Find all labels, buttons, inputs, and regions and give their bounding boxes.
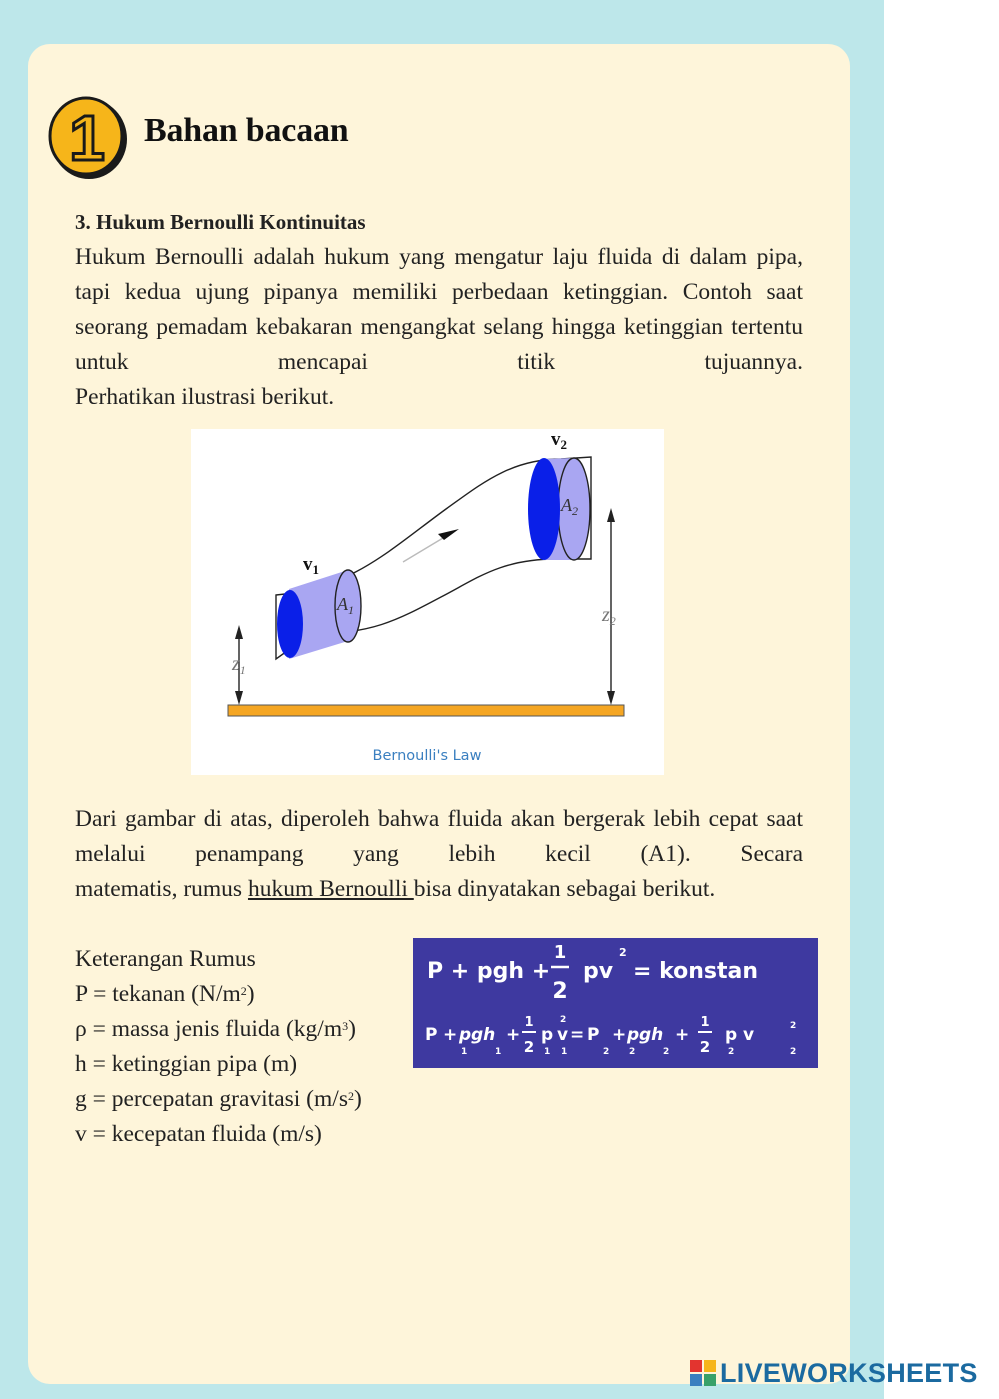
svg-text:2: 2 xyxy=(560,1015,567,1025)
ground-line xyxy=(228,705,624,716)
svg-text:p: p xyxy=(459,1025,472,1045)
svg-text:+: + xyxy=(675,1025,690,1045)
liveworksheets-logo-icon xyxy=(690,1360,716,1386)
legend-item: g = percepatan gravitasi $(m/s^2)$ xyxy=(75,1086,362,1112)
section-number-badge xyxy=(46,90,128,182)
formula-line1-pv: pv xyxy=(583,959,614,984)
liveworksheets-logo[interactable] xyxy=(690,1357,978,1389)
svg-text:+: + xyxy=(506,1025,521,1045)
svg-text:P: P xyxy=(425,1025,438,1045)
formula-line1-num: 1 xyxy=(553,942,567,963)
bernoulli-formula-box xyxy=(413,938,818,1068)
paragraph-explanation-last-line xyxy=(75,872,803,907)
formula-legend xyxy=(75,942,362,1152)
label-v2: $v_2$ xyxy=(551,429,567,452)
paragraph-intro xyxy=(75,240,803,415)
formula-line1-exp: 2 xyxy=(619,946,627,959)
svg-text:p: p xyxy=(725,1025,738,1045)
hukum-bernoulli-link[interactable]: hukum Bernoulli xyxy=(247,876,414,902)
svg-text:2: 2 xyxy=(790,1021,797,1031)
svg-text:2: 2 xyxy=(603,1047,610,1057)
svg-text:2: 2 xyxy=(523,1038,535,1056)
badge-number: 1 xyxy=(69,102,105,174)
paragraph-intro-body: Hukum Bernoulli adalah hukum yang mengatur laju fluida di dalam pipa, tapi kedua ujung pipanya memiliki perbedaan ketinggian. Contoh saat seorang pemadam kebakaran mengangkat selang hingga ketinggian tertentu untuk mencapai titik tujuannya. xyxy=(75,244,803,375)
bernoulli-diagram xyxy=(191,429,664,775)
legend-item: h = ketinggian pipa (m) xyxy=(75,1051,298,1077)
label-a2: $A_2$ xyxy=(561,495,578,518)
section-title: Bahan bacaan xyxy=(144,112,349,149)
paragraph-explanation xyxy=(75,802,803,907)
formula-line2 xyxy=(425,1015,796,1057)
svg-text:gh: gh xyxy=(639,1025,664,1045)
bernoulli-figure xyxy=(191,429,664,775)
legend-item: v = kecepatan fluida (m/s) xyxy=(75,1121,322,1147)
paragraph-explanation-suffix: bisa dinyatakan sebagai berikut. xyxy=(413,876,716,902)
paragraph-intro-last-line: Perhatikan ilustrasi berikut. xyxy=(75,384,335,410)
svg-text:1: 1 xyxy=(461,1047,468,1057)
svg-text:1: 1 xyxy=(495,1047,502,1057)
svg-text:2: 2 xyxy=(790,1047,797,1057)
svg-text:=: = xyxy=(570,1025,585,1045)
paragraph-explanation-prefix: matematis, rumus xyxy=(75,876,248,902)
svg-text:1: 1 xyxy=(524,1015,534,1030)
z2-arrow-up xyxy=(607,508,615,522)
svg-text:+: + xyxy=(443,1025,458,1045)
formula-line1-right: = konstan xyxy=(633,959,759,984)
pipe-end-1 xyxy=(277,590,303,658)
liveworksheets-logo-text: LIVEWORKSHEETS xyxy=(720,1357,978,1388)
label-z2: $z_2$ xyxy=(602,604,616,628)
svg-text:2: 2 xyxy=(699,1038,711,1056)
svg-text:v: v xyxy=(743,1025,755,1045)
formula-line1-den: 2 xyxy=(552,979,568,1004)
paragraph-explanation-body: Dari gambar di atas, diperoleh bahwa fluida akan bergerak lebih cepat saat melalui penampang yang lebih kecil (A1). Secara xyxy=(75,806,803,867)
svg-text:p: p xyxy=(541,1025,554,1045)
svg-text:2: 2 xyxy=(629,1047,636,1057)
z1-arrow-up xyxy=(235,625,243,639)
svg-text:P: P xyxy=(587,1025,600,1045)
label-z1: $z_1$ xyxy=(232,653,246,677)
legend-item: P = tekanan $(N/m^2)$ xyxy=(75,981,255,1007)
label-v1: $v_1$ xyxy=(303,554,319,577)
svg-text:1: 1 xyxy=(544,1047,551,1057)
figure-caption: Bernoulli's Law xyxy=(372,748,482,764)
svg-text:2: 2 xyxy=(728,1047,735,1057)
subheading: 3. Hukum Bernoulli Kontinuitas xyxy=(75,210,366,234)
z2-arrow-down xyxy=(607,691,615,705)
label-a1: $A_1$ xyxy=(337,594,354,617)
svg-text:p: p xyxy=(627,1025,640,1045)
svg-text:1: 1 xyxy=(561,1047,568,1057)
svg-text:v: v xyxy=(557,1025,569,1045)
legend-item: ρ = massa jenis fluida $(kg/m^3)$ xyxy=(75,1016,356,1042)
svg-text:gh: gh xyxy=(471,1025,496,1045)
svg-text:2: 2 xyxy=(663,1047,670,1057)
legend-title: Keterangan Rumus xyxy=(75,946,256,972)
z1-arrow-down xyxy=(235,691,243,705)
formula-graphic xyxy=(413,938,818,1068)
pipe-end-2 xyxy=(528,458,560,560)
svg-text:+: + xyxy=(612,1025,627,1045)
svg-text:1: 1 xyxy=(700,1015,710,1030)
formula-line1-left: P + pgh + xyxy=(427,959,551,984)
